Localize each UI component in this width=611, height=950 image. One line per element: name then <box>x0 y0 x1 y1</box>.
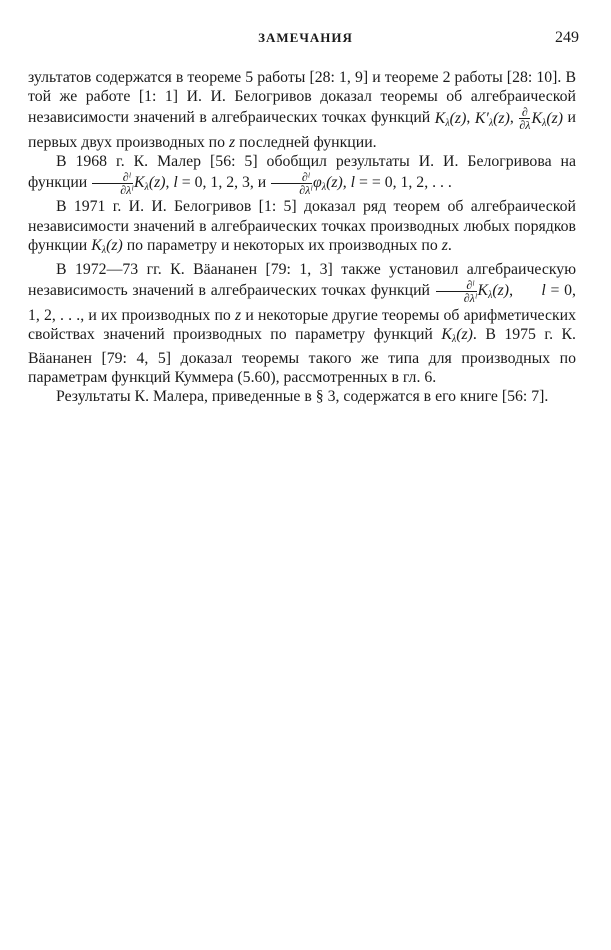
var-l: l <box>173 174 178 192</box>
paragraph-3: В 1971 г. И. И. Белогривов [1: 5] доказал ряд теорем об алгебраической независимости значений в алгебраических точках производных любых порядков функции $K_\lambda(z)$ по параметру и некоторых их производных по z. <box>28 198 576 256</box>
formula-phi-lambda: $\varphi_\lambda(z)$ <box>312 174 343 194</box>
var-z-2: z <box>441 236 448 254</box>
paragraph-5: Результаты К. Малера, приведенные в § 3, содержатся в его книге [56: 7]. <box>56 388 549 406</box>
fraction-partial-lambda: $\frac{\partial}{\partial\lambda}$ <box>519 105 531 133</box>
paragraph-1: зультатов содержатся в теореме 5 работы [28: 1, 9] и теореме 2 работы [28: 10]. В той же работе [1: 1] И. И. Белогривов доказал теоремы об алгебраической независимости значений в алгебраических точках функций $K_\lambda(z)$, $K'_\lambda(z)$, $\frac{\partial}{\partial\lambda}$ $K_\lambda(z)$ и первых двух производных по z последней функции. <box>28 69 576 151</box>
fraction-partial-l-lambda-2: $\frac{\text{∂ˡ}}{\text{∂λˡ}}$ <box>271 171 312 196</box>
paragraph-2: В 1968 г. К. Малер [56: 5] обобщил результаты И. И. Белогривова на функции $\frac{\text{∂ˡ}}{\text{∂λˡ}}$ $K_\lambda(z)$, l = 0, 1, 2, 3, и $\frac{\text{∂ˡ}}{\text{∂λˡ}}$ $\varphi_\lambda(z)$, l = = 0, 1, 2, . . . <box>28 152 576 198</box>
formula-k-prime: $K'_\lambda(z)$ <box>474 109 510 129</box>
fraction-partial-l-lambda: $\frac{\text{∂ˡ}}{\text{∂λˡ}}$ <box>92 171 133 196</box>
fraction-partial-l-lambda-3: $\frac{\text{∂ˡ}}{\text{∂λˡ}}$ <box>436 279 477 304</box>
page-header <box>30 30 581 50</box>
running-title: ЗАМЕЧАНИЯ <box>258 30 353 45</box>
formula-k-lambda-6: $K_\lambda(z)$ <box>441 325 473 345</box>
formula-k-lambda-2: $K_\lambda(z)$ <box>531 109 564 129</box>
body-text <box>28 68 576 407</box>
formula-k-lambda-4: $K_\lambda(z)$ <box>91 236 123 256</box>
var-z-3: z <box>234 306 242 324</box>
var-z: z <box>228 133 236 151</box>
p1-text-1: зультатов содержатся в теореме 5 работы [28: 1, 9] и теореме 2 работы [28: 10]. В той же работе [1: 1] И. И. Белогривов доказал теоремы об алгебраической независимости значений в алгебраических точках функций <box>28 69 576 127</box>
var-l-3: l <box>541 282 546 300</box>
formula-k-lambda-5: $K_\lambda(z)$ <box>477 282 510 302</box>
formula-k-lambda-3: $K_\lambda(z)$ <box>133 174 166 194</box>
var-l-2: l <box>350 174 356 192</box>
page-number: 249 <box>555 29 579 46</box>
paragraph-4: В 1972—73 гг. К. Вäананен [79: 1, 3] также установил алгебраическую независимость значений в алгебраических точках функций $\frac{\text{∂ˡ}}{\text{∂λˡ}}$ $K_\lambda(z)$, l = 0, 1, 2, . . ., и их производных по z и некоторые другие теоремы об арифметических свойствах значений производных по параметру функций $K_\lambda(z)$. В 1975 г. К. Вäананен [79: 4, 5] доказал теоремы такого же типа для производных по параметрам функций Куммера (5.60), рассмотренных в гл. 6. <box>28 261 576 387</box>
formula-k-lambda: $K_\lambda(z)$ <box>434 109 467 129</box>
